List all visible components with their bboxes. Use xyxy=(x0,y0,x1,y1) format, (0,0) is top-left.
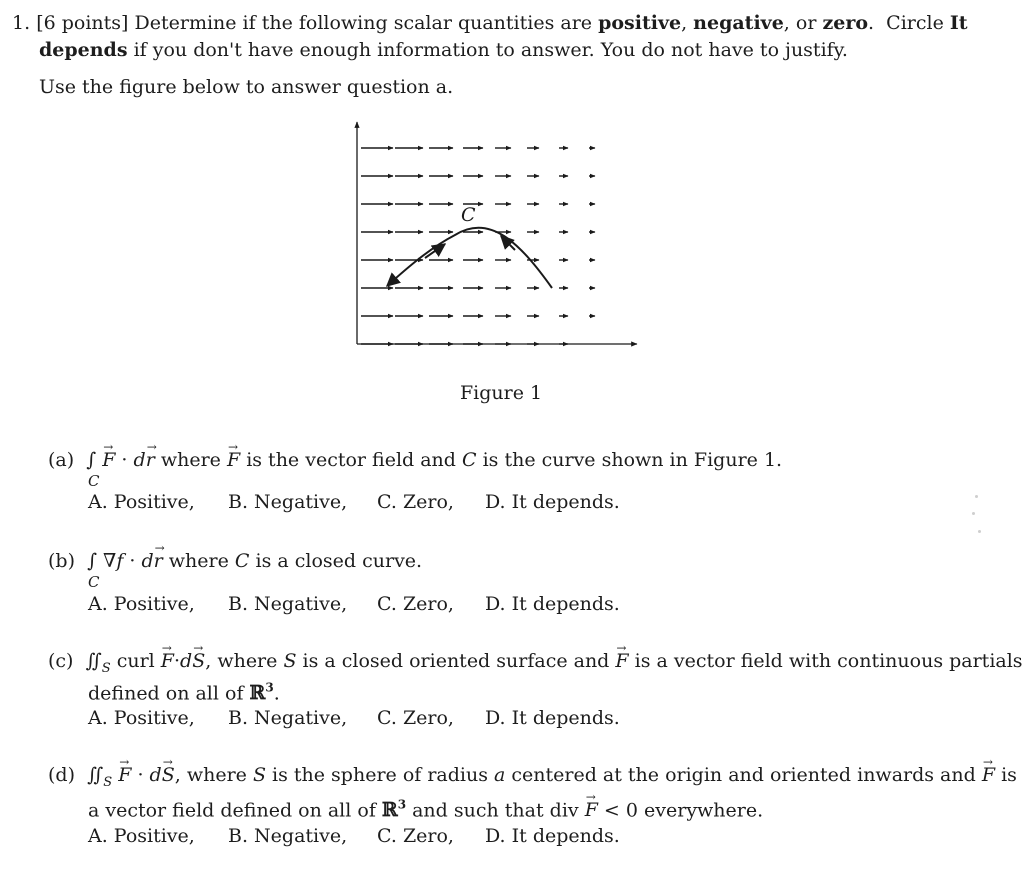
question-number: 1. xyxy=(12,12,31,34)
option-b-negative[interactable]: B. Negative, xyxy=(228,707,348,729)
option-c-zero[interactable]: C. Zero, xyxy=(377,593,454,615)
part-b-label: (b) xyxy=(48,550,75,572)
vector-r: → r xyxy=(154,549,163,573)
header-text: Determine if the following scalar quantities are xyxy=(134,12,593,34)
vector-f: → F xyxy=(102,448,115,472)
option-c-zero[interactable]: C. Zero, xyxy=(377,491,454,513)
header-period: . xyxy=(868,12,875,34)
vector-f: → F xyxy=(982,763,995,787)
part-d-statement: (d) $∬_S \to F \cdot d\to S$, where S is the sphere of radius a centered at the origin and oriented inwards and → F is xyxy=(48,763,1017,795)
double-integral-sign: ∬ xyxy=(85,650,102,672)
part-a-text: where xyxy=(160,449,221,471)
part-d-text4: is xyxy=(1001,764,1017,786)
part-b-options xyxy=(88,592,620,616)
option-a-positive[interactable]: A. Positive, xyxy=(88,707,195,729)
vector-field-arrows xyxy=(361,148,595,344)
part-d-line2a: a vector field defined on all of xyxy=(88,799,376,822)
reals-symbol: ℝ$^3$ xyxy=(249,681,274,705)
curve-c xyxy=(387,228,552,288)
scan-speck xyxy=(978,530,981,533)
option-a-positive[interactable]: A. Positive, xyxy=(88,593,195,615)
vector-f: → F xyxy=(161,649,174,673)
option-d-depends[interactable]: D. It depends. xyxy=(485,825,620,847)
curve-c-label: C xyxy=(461,204,476,226)
part-c-line2: defined on all of ℝ$^3$. xyxy=(88,681,280,705)
vector-f: → F xyxy=(585,798,598,822)
part-c-options xyxy=(88,706,620,730)
integral-sign: ∫ xyxy=(87,550,97,572)
part-c-text: curl xyxy=(116,650,155,672)
part-a-label: (a) xyxy=(48,449,75,471)
part-c-line2-text: defined on all of xyxy=(88,682,244,705)
scan-speck xyxy=(972,512,975,515)
part-d-line2b: and such that div xyxy=(412,799,579,822)
vector-field-plot xyxy=(345,118,645,358)
part-a-integral-sub: C xyxy=(88,472,100,490)
option-a-positive[interactable]: A. Positive, xyxy=(88,491,195,513)
option-d-depends[interactable]: D. It depends. xyxy=(485,707,620,729)
header-circle: Circle xyxy=(886,12,944,34)
part-b-statement: (b) ∫ ∇f · d→ r where C is a closed curve. xyxy=(48,549,422,573)
header-comma: , xyxy=(681,12,688,34)
part-a-text2: is the vector field and xyxy=(246,449,456,471)
option-d-depends[interactable]: D. It depends. xyxy=(485,593,620,615)
integral-sign: ∫ xyxy=(86,449,97,471)
keyword-zero: zero xyxy=(822,12,869,34)
option-a-positive[interactable]: A. Positive, xyxy=(88,825,195,847)
vector-s: → S xyxy=(162,763,175,787)
part-a-options xyxy=(88,490,620,514)
keyword-negative: negative xyxy=(693,12,784,34)
part-c-statement: (c) $∬_S$ curl → F·d→ S, where S is a closed oriented surface and → F is a vector field with continuous partials xyxy=(48,649,1023,681)
part-a-text3: is the curve shown in Figure 1. xyxy=(482,449,783,471)
double-integral-sign: ∬ xyxy=(87,764,104,786)
part-c-text3: is a closed oriented surface and xyxy=(302,650,610,672)
part-a-statement: (a) ∫ → F · d→ r where → F is the vector field and C is the curve shown in Figure 1. xyxy=(48,448,782,472)
vector-s: → S xyxy=(192,649,205,673)
vector-f: → F xyxy=(227,448,240,472)
header-or: , or xyxy=(783,12,817,34)
question-points: [6 points] xyxy=(36,12,129,34)
part-d-options xyxy=(88,824,620,848)
option-b-negative[interactable]: B. Negative, xyxy=(228,491,348,513)
part-c-label: (c) xyxy=(48,650,74,672)
instruction: Use the figure below to answer question a. xyxy=(39,76,454,98)
vector-r: → r xyxy=(146,448,155,472)
vector-f: → F xyxy=(615,649,628,673)
part-d-text2: is the sphere of radius xyxy=(272,764,488,786)
figure-1 xyxy=(345,118,645,358)
keyword-it: It xyxy=(949,12,968,34)
vector-f: → F xyxy=(118,763,131,787)
option-c-zero[interactable]: C. Zero, xyxy=(377,825,454,847)
figure-caption: Figure 1 xyxy=(460,382,543,404)
reals-symbol: ℝ$^3$ xyxy=(381,798,407,822)
option-d-depends[interactable]: D. It depends. xyxy=(485,491,620,513)
header-text-b: if you don't have enough information to answer. You do not have to justify. xyxy=(133,39,848,61)
part-b-text2: is a closed curve. xyxy=(255,550,423,572)
question-header-line2 xyxy=(39,38,848,62)
part-d-text3: centered at the origin and oriented inwards and xyxy=(511,764,976,786)
option-b-negative[interactable]: B. Negative, xyxy=(228,825,348,847)
option-c-zero[interactable]: C. Zero, xyxy=(377,707,454,729)
keyword-positive: positive xyxy=(598,12,682,34)
part-b-text: where xyxy=(168,550,229,572)
part-d-line2c: < 0 everywhere. xyxy=(603,799,764,822)
part-d-text: , where xyxy=(174,764,247,786)
scan-speck xyxy=(975,495,978,498)
keyword-depends: depends xyxy=(39,39,128,61)
part-d-line2 xyxy=(88,793,763,822)
part-b-integral-sub: C xyxy=(88,573,100,591)
part-d-label: (d) xyxy=(48,764,75,786)
option-b-negative[interactable]: B. Negative, xyxy=(228,593,348,615)
part-c-text4: is a vector field with continuous partials xyxy=(634,650,1023,672)
part-c-text2: , where xyxy=(205,650,278,672)
question-header-line1 xyxy=(12,11,968,35)
